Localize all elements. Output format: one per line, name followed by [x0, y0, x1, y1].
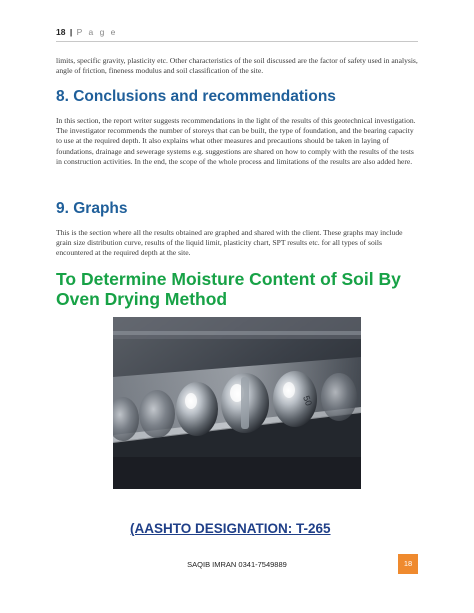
header-page-word: P a g e — [76, 27, 118, 37]
page-header — [56, 26, 418, 42]
aashto-designation: (AASHTO DESIGNATION: T-265 — [130, 521, 331, 536]
oven-knobs-illustration — [113, 317, 361, 489]
section8-heading: 8. Conclusions and recommendations — [56, 88, 336, 105]
section9-paragraph: This is the section where all the results obtained are graphed and shared with the client. These graphs may include grain size distribution curve, results of the liquid limit, plasticity chart, SPT results etc. for all types of soils encountered at the required depth at the site. — [56, 228, 403, 258]
knob-label: 50 — [301, 394, 314, 408]
section9-heading: 9. Graphs — [56, 200, 128, 217]
footer-page-badge: 18 — [398, 554, 418, 574]
document-title: To Determine Moisture Content of Soil By Oven Drying Method — [56, 269, 401, 309]
header-separator: | — [69, 27, 73, 37]
oven-knobs-photo — [113, 317, 361, 489]
header-page-number: 18 — [56, 27, 66, 37]
footer-author: SAQIB IMRAN 0341-7549889 — [187, 560, 287, 569]
intro-paragraph: limits, specific gravity, plasticity etc. Other characteristics of the soil discussed are the factor of safety used in analysis, angle of friction, fineness modulus and soil classification of the site. — [56, 56, 418, 76]
section8-paragraph: In this section, the report writer suggests recommendations in the light of the results of this geotechnical investigation. The investigator recommends the number of storeys that can be built, the type of foundation, and the bearing capacity to use at the required depth. It also explains what other measures and precautions should be taken in laying of foundations, drainage and sewerage systems e.g. suggestions are shared on how to comply with the results of the tests in construction activities. In the end, the scope of the whole process and limitations of the results are also added here. — [56, 116, 416, 166]
